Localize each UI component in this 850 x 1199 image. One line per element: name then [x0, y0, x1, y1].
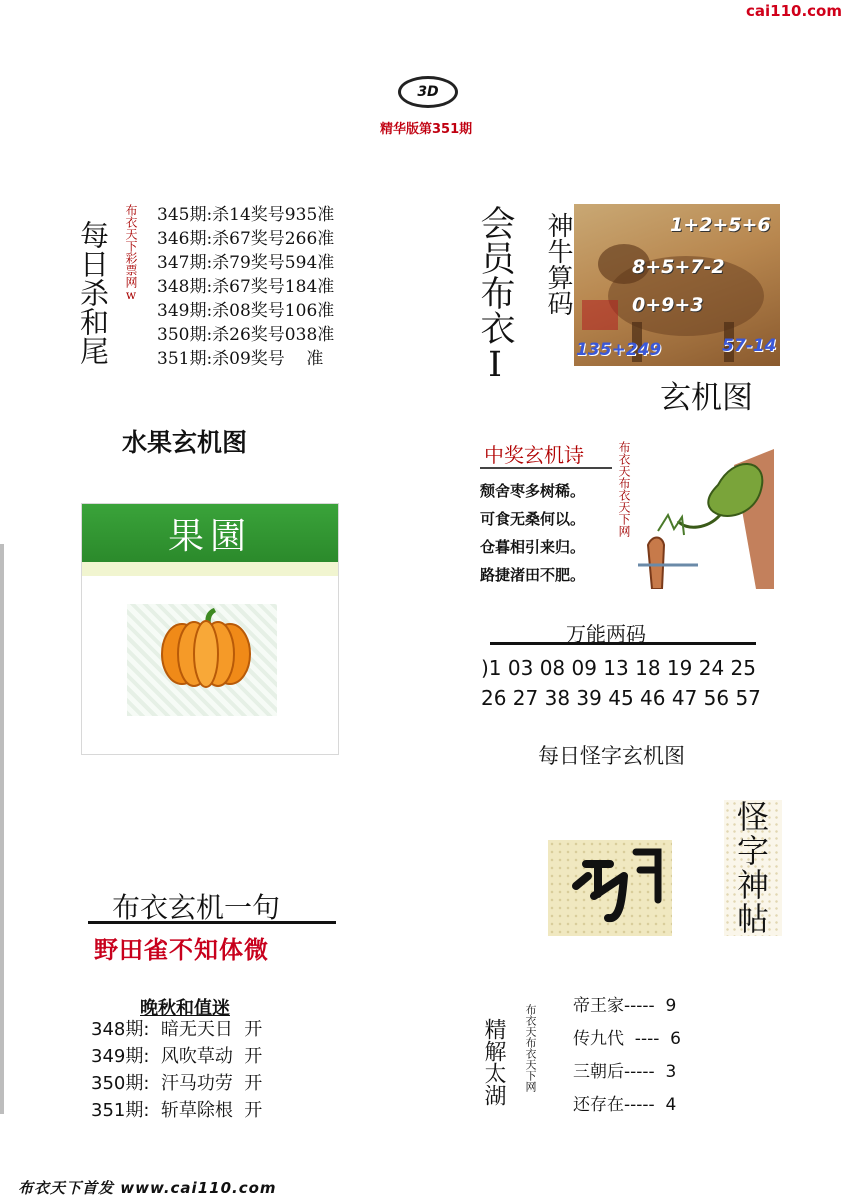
- ox-formula: 135+249: [576, 340, 662, 360]
- poem-line: 仓暮相引来归。: [480, 538, 586, 556]
- ox-painting: [574, 204, 780, 366]
- orchard-header: 果園: [82, 504, 338, 562]
- odd-character-title: 每日怪字玄机图: [538, 744, 685, 768]
- late-autumn-row: 348期: 暗无天日 开: [91, 1019, 263, 1040]
- kill-row: 347期:杀79奖号594准: [157, 253, 335, 273]
- buyi-sentence-title: 布衣玄机一句: [112, 891, 281, 924]
- kill-row: 345期:杀14奖号935准: [157, 205, 335, 225]
- ox-formula: 1+2+5+6: [670, 214, 771, 236]
- late-autumn-row: 351期: 斩草除根 开: [91, 1100, 263, 1121]
- poem-line: 路捷渚田不肥。: [480, 566, 586, 584]
- taihu-row: 三朝后----- 3: [573, 1062, 677, 1082]
- taihu-title: 精解太湖: [481, 1018, 506, 1106]
- odd-character-glyph: [548, 840, 672, 936]
- daily-kill-tail-list: [157, 203, 334, 371]
- universal-two-codes-title: 万能两码: [566, 622, 646, 646]
- ox-formula: 0+9+3: [632, 294, 704, 316]
- daily-kill-tail-side-label: 布衣天下彩票网w: [124, 204, 138, 302]
- kill-row: 349期:杀08奖号106准: [157, 301, 335, 321]
- ox-formula: 8+5+7-2: [632, 256, 725, 278]
- late-autumn-list: [91, 1016, 262, 1124]
- poem-title-underline: [480, 467, 612, 469]
- universal-two-codes-rule: [490, 642, 756, 645]
- taihu-side-label: 布衣天布衣天下网: [524, 1004, 537, 1092]
- fruit-panel: [81, 503, 339, 755]
- late-autumn-row: 350期: 汗马功劳 开: [91, 1073, 263, 1094]
- late-autumn-row: 349期: 风吹草动 开: [91, 1046, 263, 1067]
- odd-character-image: [548, 840, 672, 936]
- site-domain-label: cai110.com: [746, 2, 842, 20]
- fruit-mystery-title: 水果玄机图: [122, 428, 248, 457]
- pumpkin-icon: [160, 608, 252, 688]
- kill-row: 346期:杀67奖号266准: [157, 229, 335, 249]
- universal-codes-row: 26 27 38 39 45 46 47 56 57: [481, 686, 761, 710]
- member-label: 会员布衣Ⅰ: [475, 205, 515, 385]
- taihu-row: 帝王家----- 9: [573, 996, 677, 1016]
- ox-formula: 57-14: [722, 336, 777, 356]
- 3d-logo: 3D: [398, 76, 458, 108]
- kill-row: 350期:杀26奖号038准: [157, 325, 335, 345]
- late-autumn-title: 晚秋和值迷: [140, 998, 230, 1019]
- calligraphy-char: 神: [736, 866, 769, 904]
- kill-row: 348期:杀67奖号184准: [157, 277, 335, 297]
- taihu-row: 还存在----- 4: [573, 1095, 677, 1115]
- poem-line: 可食无桑何以。: [480, 510, 586, 528]
- kill-row: 351期:杀09奖号 准: [157, 349, 324, 369]
- poem-side-label: 布衣天布衣天下网: [617, 441, 631, 537]
- daily-kill-tail-title: 每日杀和尾: [76, 220, 110, 365]
- odd-character-calligraphy: [724, 800, 782, 936]
- calligraphy-char: 字: [736, 832, 769, 870]
- divine-ox-title: 神牛算码: [543, 212, 573, 316]
- footer-first-release: 布衣天下首发 www.cai110.com: [18, 1179, 277, 1197]
- winning-poem-panel: [476, 433, 776, 591]
- calligraphy-char: 帖: [736, 900, 769, 938]
- poem-title: 中奖玄机诗: [484, 443, 584, 467]
- edition-label: 精华版第351期: [380, 122, 473, 137]
- calligraphy-char: 怪: [736, 798, 769, 836]
- poem-lines: [480, 477, 585, 589]
- taihu-list: [573, 990, 681, 1122]
- chameleon-illustration: [638, 445, 774, 589]
- orchard-subbar: [82, 562, 338, 576]
- buyi-sentence-rule: [88, 921, 336, 924]
- buyi-sentence-text: 野田雀不知体微: [94, 935, 269, 964]
- universal-codes-row: )1 03 08 09 13 18 19 24 25: [481, 656, 756, 680]
- mystery-chart-caption: 玄机图: [660, 380, 753, 416]
- left-edge-strip: [0, 544, 4, 1114]
- taihu-row: 传九代 ---- 6: [573, 1029, 681, 1049]
- poem-line: 颓舍枣多树稀。: [480, 482, 586, 500]
